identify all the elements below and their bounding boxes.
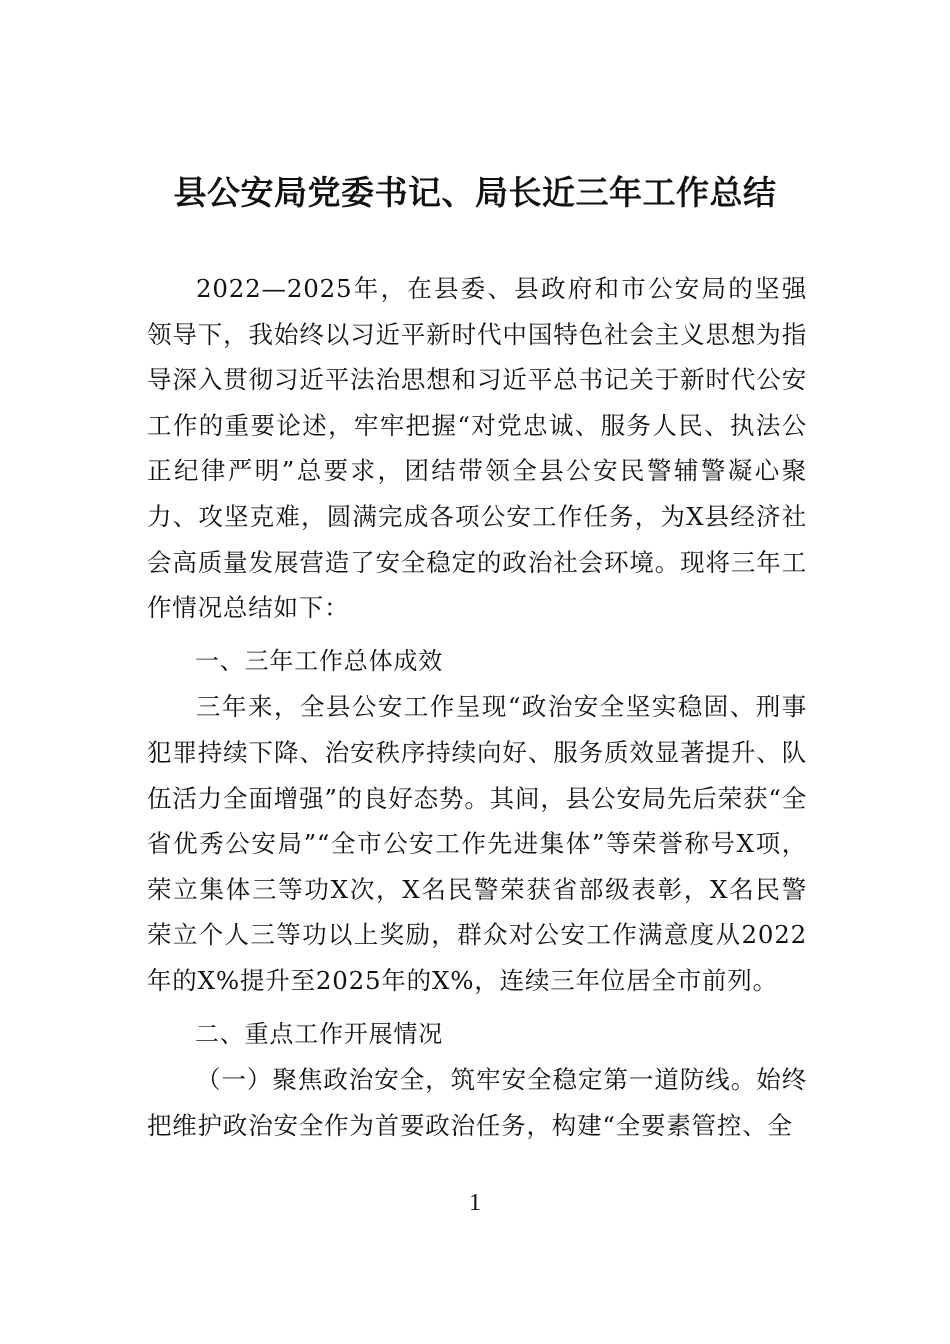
document-title: 县公安局党委书记、局长近三年工作总结	[173, 173, 777, 212]
document-body	[147, 266, 807, 1148]
spacer	[147, 1004, 807, 1012]
subsection-1-paragraph: （一）聚焦政治安全，筑牢安全稳定第一道防线。始终把维护政治安全作为首要政治任务，构建“全要素管控、全	[147, 1065, 807, 1140]
intro-paragraph: 2022—2025年，在县委、县政府和市公安局的坚强领导下，我始终以习近平新时代中国特色社会主义思想为指导深入贯彻习近平法治思想和习近平总书记关于新时代公安工作的重要论述，牢牢把握“对党忠诚、服务人民、执法公正纪律严明”总要求，团结带领全县公安民警辅警凝心聚力、攻坚克难，圆满完成各项公安工作任务，为X县经济社会高质量发展营造了安全稳定的政治社会环境。现将三年工作情况总结如下：	[147, 274, 807, 623]
section-1-paragraph: 三年来，全县公安工作呈现“政治安全坚实稳固、刑事犯罪持续下降、治安秩序持续向好、服务质效显著提升、队伍活力全面增强”的良好态势。其间，县公安局先后荣获“全省优秀公安局”“全市公安工作先进集体”等荣誉称号X项，荣立集体三等功X次，X名民警荣获省部级表彰，X名民警荣立个人三等功以上奖励，群众对公安工作满意度从2022年的X%提升至2025年的X%，连续三年位居全市前列。	[147, 692, 807, 995]
spacer	[147, 631, 807, 639]
section-heading-2: 二、重点工作开展情况	[195, 1019, 443, 1048]
section-heading-1: 一、三年工作总体成效	[195, 646, 443, 675]
page-number: 1	[469, 1190, 481, 1216]
